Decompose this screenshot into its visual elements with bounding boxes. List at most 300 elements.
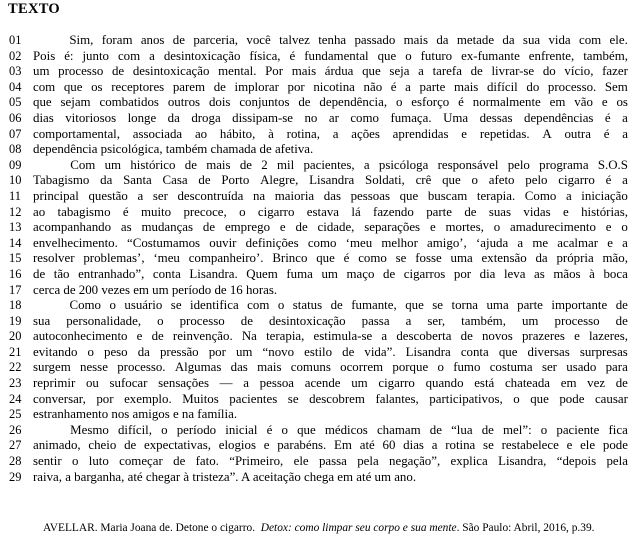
word: participativos, — [429, 391, 503, 406]
word: pela — [357, 454, 379, 469]
word: o — [239, 204, 246, 219]
text-line — [0, 454, 637, 470]
word: o — [621, 220, 628, 235]
word: é — [390, 79, 397, 94]
word: diversas — [527, 344, 570, 359]
word: dependência, — [319, 95, 388, 110]
line-content — [33, 345, 628, 361]
word: estimula-se — [313, 329, 373, 344]
word: e — [263, 438, 270, 453]
word: o — [437, 360, 444, 375]
word: do — [526, 79, 540, 94]
line-number: 26 — [9, 422, 22, 437]
word: negação”, — [389, 454, 441, 469]
word: da — [502, 33, 515, 47]
word: de — [124, 438, 137, 453]
word: Brinco — [272, 251, 308, 266]
word: de — [481, 422, 494, 437]
word: por — [453, 266, 472, 281]
word: psicóloga — [378, 157, 429, 172]
word: parceria, — [193, 33, 239, 47]
word: dias — [403, 438, 424, 453]
word: a — [149, 48, 155, 63]
word: vida”. — [364, 344, 396, 359]
line-content: raiva, a barganha, até chegar à tristeza”. A aceitação chega em até um ano. — [33, 469, 417, 484]
text-line — [0, 95, 637, 111]
word: Lisandra. — [189, 266, 238, 281]
paragraph-indent — [33, 158, 61, 174]
word: “Costumamos — [127, 235, 201, 250]
word: fundamental — [304, 48, 369, 63]
word: difícil, — [117, 422, 152, 437]
word: física, — [249, 48, 281, 63]
word: evitando — [33, 344, 78, 359]
word: mão, — [602, 251, 628, 266]
word: mais — [291, 64, 317, 79]
word: se — [432, 298, 444, 313]
word: importante — [551, 298, 608, 313]
line-content: estranhamento nos amigos e na família. — [33, 407, 238, 422]
word: A — [542, 126, 552, 141]
line-number: 20 — [9, 329, 22, 344]
word: a — [332, 126, 339, 141]
word: problemas’, — [83, 251, 145, 266]
word: o — [281, 422, 288, 437]
word: vida — [548, 33, 571, 47]
word: da — [167, 110, 180, 125]
text-line — [0, 64, 637, 80]
word: e — [566, 438, 573, 453]
word: rotina, — [286, 126, 320, 141]
word: luto — [88, 454, 109, 469]
line-content — [33, 360, 628, 376]
word: de — [460, 329, 473, 344]
word: é — [266, 422, 273, 437]
word: buscam — [427, 188, 468, 203]
word: pode — [559, 391, 585, 406]
word: que — [33, 95, 52, 110]
word: de — [239, 157, 252, 172]
word: status — [292, 298, 323, 313]
word: cigarro — [257, 204, 295, 219]
word: falantes, — [375, 391, 419, 406]
text-line — [0, 345, 637, 361]
word: cidade, — [317, 220, 355, 235]
word: à — [268, 126, 274, 141]
word: passa — [361, 313, 390, 328]
word: ele. — [609, 33, 628, 47]
word: de — [615, 376, 628, 391]
word: conversar, — [33, 391, 86, 406]
text-line — [0, 220, 637, 236]
word: de — [111, 64, 125, 79]
word: e — [601, 95, 608, 110]
word: ‘ajuda — [475, 235, 509, 250]
word: árdua — [324, 64, 354, 79]
word: que — [63, 79, 83, 94]
word: o — [540, 422, 548, 437]
word: dependências — [524, 110, 594, 125]
word: fazer — [602, 64, 628, 79]
word: Como — [524, 188, 557, 203]
word: de — [615, 313, 628, 328]
word: cigarro — [558, 173, 595, 188]
word: sejam — [60, 95, 91, 110]
word: do — [542, 64, 556, 79]
word: me — [532, 235, 549, 250]
word: é — [458, 95, 464, 110]
credit-author: AVELLAR — [43, 522, 95, 534]
word: conta — [152, 266, 181, 281]
word: um — [351, 376, 368, 391]
word: em — [560, 376, 577, 391]
word: por — [96, 391, 114, 406]
text-line — [0, 189, 637, 205]
word: mil — [276, 157, 295, 172]
word: pelo — [507, 157, 530, 172]
line-number: 27 — [9, 438, 22, 453]
line-content — [33, 454, 628, 470]
word: período — [176, 422, 217, 437]
word: até — [359, 438, 375, 453]
word: se — [483, 438, 494, 453]
word: mãos — [553, 266, 581, 281]
word: de — [240, 313, 253, 328]
word: amigo’, — [427, 235, 467, 250]
word: foram — [101, 33, 133, 47]
word: ou — [85, 376, 99, 391]
paragraph-indent — [33, 298, 61, 314]
text-line — [0, 49, 637, 65]
word: se — [170, 298, 182, 313]
word: dias — [33, 110, 54, 125]
word: a — [622, 235, 628, 250]
word: o — [405, 48, 412, 63]
word: desintoxicação — [163, 48, 241, 63]
word: o — [87, 344, 94, 359]
word: vidas — [523, 204, 551, 219]
word: que — [405, 298, 424, 313]
word: e — [136, 329, 143, 344]
text-line — [0, 111, 637, 127]
word: entranhado”, — [78, 266, 145, 281]
line-content — [33, 329, 628, 345]
text-line — [0, 314, 637, 330]
word: chateada — [504, 376, 551, 391]
word: a — [381, 329, 388, 344]
line-content — [33, 49, 628, 65]
text-line — [0, 392, 637, 408]
word: da — [100, 173, 113, 188]
word: Por — [265, 64, 284, 79]
line-number: 24 — [9, 391, 22, 406]
word: conjuntos — [239, 95, 290, 110]
word: mudanças — [141, 220, 194, 235]
word: sentir — [33, 454, 62, 469]
word: de — [615, 298, 628, 313]
word: — — [219, 376, 233, 391]
word: ocorrem — [340, 360, 384, 375]
word: futuro — [420, 48, 453, 63]
word: não — [363, 79, 383, 94]
word: esforço — [411, 95, 450, 110]
word: amadurecimento — [510, 220, 596, 235]
word: a — [405, 313, 412, 328]
text-line — [0, 251, 637, 267]
word: terapia, — [266, 329, 305, 344]
word: também, — [583, 48, 628, 63]
text-line — [0, 407, 637, 423]
word: a — [405, 79, 411, 94]
word: vão — [574, 95, 593, 110]
word: ‘meu — [345, 235, 373, 250]
word: se — [395, 251, 407, 266]
line-content — [33, 267, 628, 283]
line-content: cerca de 200 vezes em um período de 16 horas. — [33, 282, 278, 297]
word: fumo — [453, 360, 481, 375]
word: com — [247, 298, 270, 313]
word: outros — [167, 95, 201, 110]
word: 60 — [382, 438, 396, 453]
line-content — [33, 298, 628, 314]
word: é — [122, 204, 129, 219]
word: comportamental, — [33, 126, 120, 141]
word: é — [343, 251, 350, 266]
word: a — [622, 126, 628, 141]
credit-work-title: Detox: como limpar seu corpo e sua mente — [260, 522, 457, 534]
word: um — [104, 157, 122, 172]
word: vício, — [564, 64, 594, 79]
word: a — [622, 110, 628, 125]
word: porque — [392, 360, 429, 375]
word: ao — [33, 204, 46, 219]
word: reinvenção. — [172, 329, 233, 344]
word: pacientes, — [303, 157, 355, 172]
word: estava — [306, 204, 339, 219]
word: acende — [304, 376, 341, 391]
word: parte — [419, 79, 446, 94]
line-content — [33, 376, 628, 392]
word: Com — [70, 157, 96, 172]
word: Algumas — [174, 360, 222, 375]
text-line — [0, 173, 637, 189]
word: surgem — [33, 360, 71, 375]
line-number: 11 — [9, 188, 21, 203]
word: dissipam-se — [232, 110, 294, 125]
word: o — [471, 173, 478, 188]
word: como — [350, 110, 379, 125]
word: pelo — [525, 173, 548, 188]
word: fumaça. — [390, 110, 432, 125]
word: ser — [541, 360, 557, 375]
word: fumante, — [351, 298, 397, 313]
word: passado — [354, 33, 396, 47]
word: sua — [33, 313, 51, 328]
source-credit — [0, 521, 637, 536]
word: passa — [318, 454, 347, 469]
line-number: 02 — [9, 48, 22, 63]
word: da — [535, 251, 548, 266]
word: comuns — [290, 360, 331, 375]
word: parem — [172, 79, 206, 94]
paragraph-indent — [33, 33, 61, 49]
word: Porto — [221, 173, 250, 188]
word: Lisandra — [309, 173, 355, 188]
word: resolver — [33, 251, 75, 266]
word: boca — [603, 266, 628, 281]
word: é — [289, 48, 296, 63]
word: Tabagismo — [33, 173, 90, 188]
word: também, — [461, 313, 506, 328]
word: ser, — [427, 313, 446, 328]
word: “novo — [262, 344, 295, 359]
line-number: 18 — [9, 298, 22, 313]
word: ouvir — [209, 235, 237, 250]
word: restabelece — [501, 438, 559, 453]
word: melhor — [381, 235, 418, 250]
word: peso — [104, 344, 128, 359]
line-content: dependência psicológica, também chamada de afetiva. — [33, 142, 314, 157]
word: terapia. — [476, 188, 516, 203]
word: costuma — [489, 360, 533, 375]
word: as — [120, 220, 132, 235]
line-number: 19 — [9, 313, 22, 328]
word: junto — [82, 48, 109, 63]
word: questão — [88, 188, 128, 203]
word: de — [429, 422, 442, 437]
word: uma — [450, 251, 473, 266]
word: Santa — [123, 173, 152, 188]
word: Sem — [604, 79, 628, 94]
text-line — [0, 142, 637, 158]
line-content — [33, 33, 628, 49]
word: a — [418, 64, 424, 79]
word: que — [377, 48, 397, 63]
word: mortes, — [445, 220, 484, 235]
word: e — [429, 220, 436, 235]
text-line — [0, 283, 637, 299]
credit-author-rest: . Maria Joana de. Detone o cigarro. — [94, 522, 256, 534]
word: a — [137, 188, 144, 203]
line-number: 06 — [9, 110, 22, 125]
line-number: 21 — [9, 344, 22, 359]
word: separações — [364, 220, 421, 235]
word: pacientes — [229, 391, 278, 406]
word: um — [33, 64, 50, 79]
word: Soldati, — [365, 173, 405, 188]
word: quando — [425, 376, 464, 391]
word: associada — [132, 126, 183, 141]
text-line — [0, 236, 637, 252]
word: dois — [208, 95, 231, 110]
line-number: 08 — [9, 142, 22, 157]
word: “depois — [556, 454, 597, 469]
word: reprimir — [33, 376, 76, 391]
word: surpresas — [579, 344, 628, 359]
word: de — [184, 157, 197, 172]
line-content — [33, 205, 628, 221]
word: e — [461, 126, 468, 141]
line-number: 07 — [9, 126, 22, 141]
word: como — [307, 235, 337, 250]
word: definições — [245, 235, 299, 250]
word: e — [605, 220, 612, 235]
word: mais — [403, 33, 428, 47]
text-line — [0, 329, 637, 345]
word: médicos — [324, 422, 368, 437]
word: fato. — [195, 454, 219, 469]
word: ‘meu — [153, 251, 180, 266]
text-line — [0, 80, 637, 96]
word: chamam — [376, 422, 421, 437]
word: processo — [58, 64, 104, 79]
word: de — [33, 266, 46, 281]
word: enfrente, — [528, 48, 575, 63]
word: se — [287, 391, 299, 406]
word: Mesmo — [70, 422, 109, 437]
word: exemplo. — [124, 391, 172, 406]
word: desintoxicação — [132, 64, 210, 79]
line-number: 22 — [9, 360, 22, 375]
word: o — [109, 298, 116, 313]
word: os — [616, 95, 628, 110]
line-content — [33, 95, 628, 111]
word: usado — [566, 360, 597, 375]
word: Pois — [33, 48, 56, 63]
word: a — [243, 376, 249, 391]
word: mais — [453, 79, 479, 94]
word: um — [521, 313, 539, 328]
word: ele — [580, 438, 596, 453]
word: por — [208, 344, 226, 359]
word: de — [198, 173, 211, 188]
word: para — [605, 360, 628, 375]
line-content — [33, 236, 628, 252]
word: pessoa — [259, 376, 295, 391]
word: em — [549, 95, 566, 110]
word: tabagismo — [57, 204, 111, 219]
word: e — [607, 235, 613, 250]
word: de — [330, 298, 343, 313]
line-content — [33, 392, 628, 408]
word: livrar-se — [491, 64, 535, 79]
word: maço — [346, 266, 375, 281]
word: o — [513, 391, 520, 406]
word: Quem — [246, 266, 278, 281]
line-content — [33, 158, 628, 174]
word: rotina — [445, 438, 476, 453]
word: ex-fumante — [461, 48, 520, 63]
line-content — [33, 220, 628, 236]
word: nesse — [80, 360, 108, 375]
line-content — [33, 173, 628, 189]
word: suas — [488, 204, 512, 219]
word: receptores — [111, 79, 165, 94]
word: uma — [486, 298, 509, 313]
word: própria — [556, 251, 594, 266]
word: pessoas — [350, 188, 390, 203]
word: processo. — [547, 79, 597, 94]
word: com — [33, 79, 56, 94]
word: autoconhecimento — [33, 329, 128, 344]
line-number: 14 — [9, 235, 22, 250]
word: cigarro — [378, 376, 415, 391]
word: talvez — [279, 33, 310, 47]
word: Muitos — [182, 391, 219, 406]
word: ar — [328, 110, 339, 125]
word: de — [298, 95, 311, 110]
word: começar — [119, 454, 163, 469]
